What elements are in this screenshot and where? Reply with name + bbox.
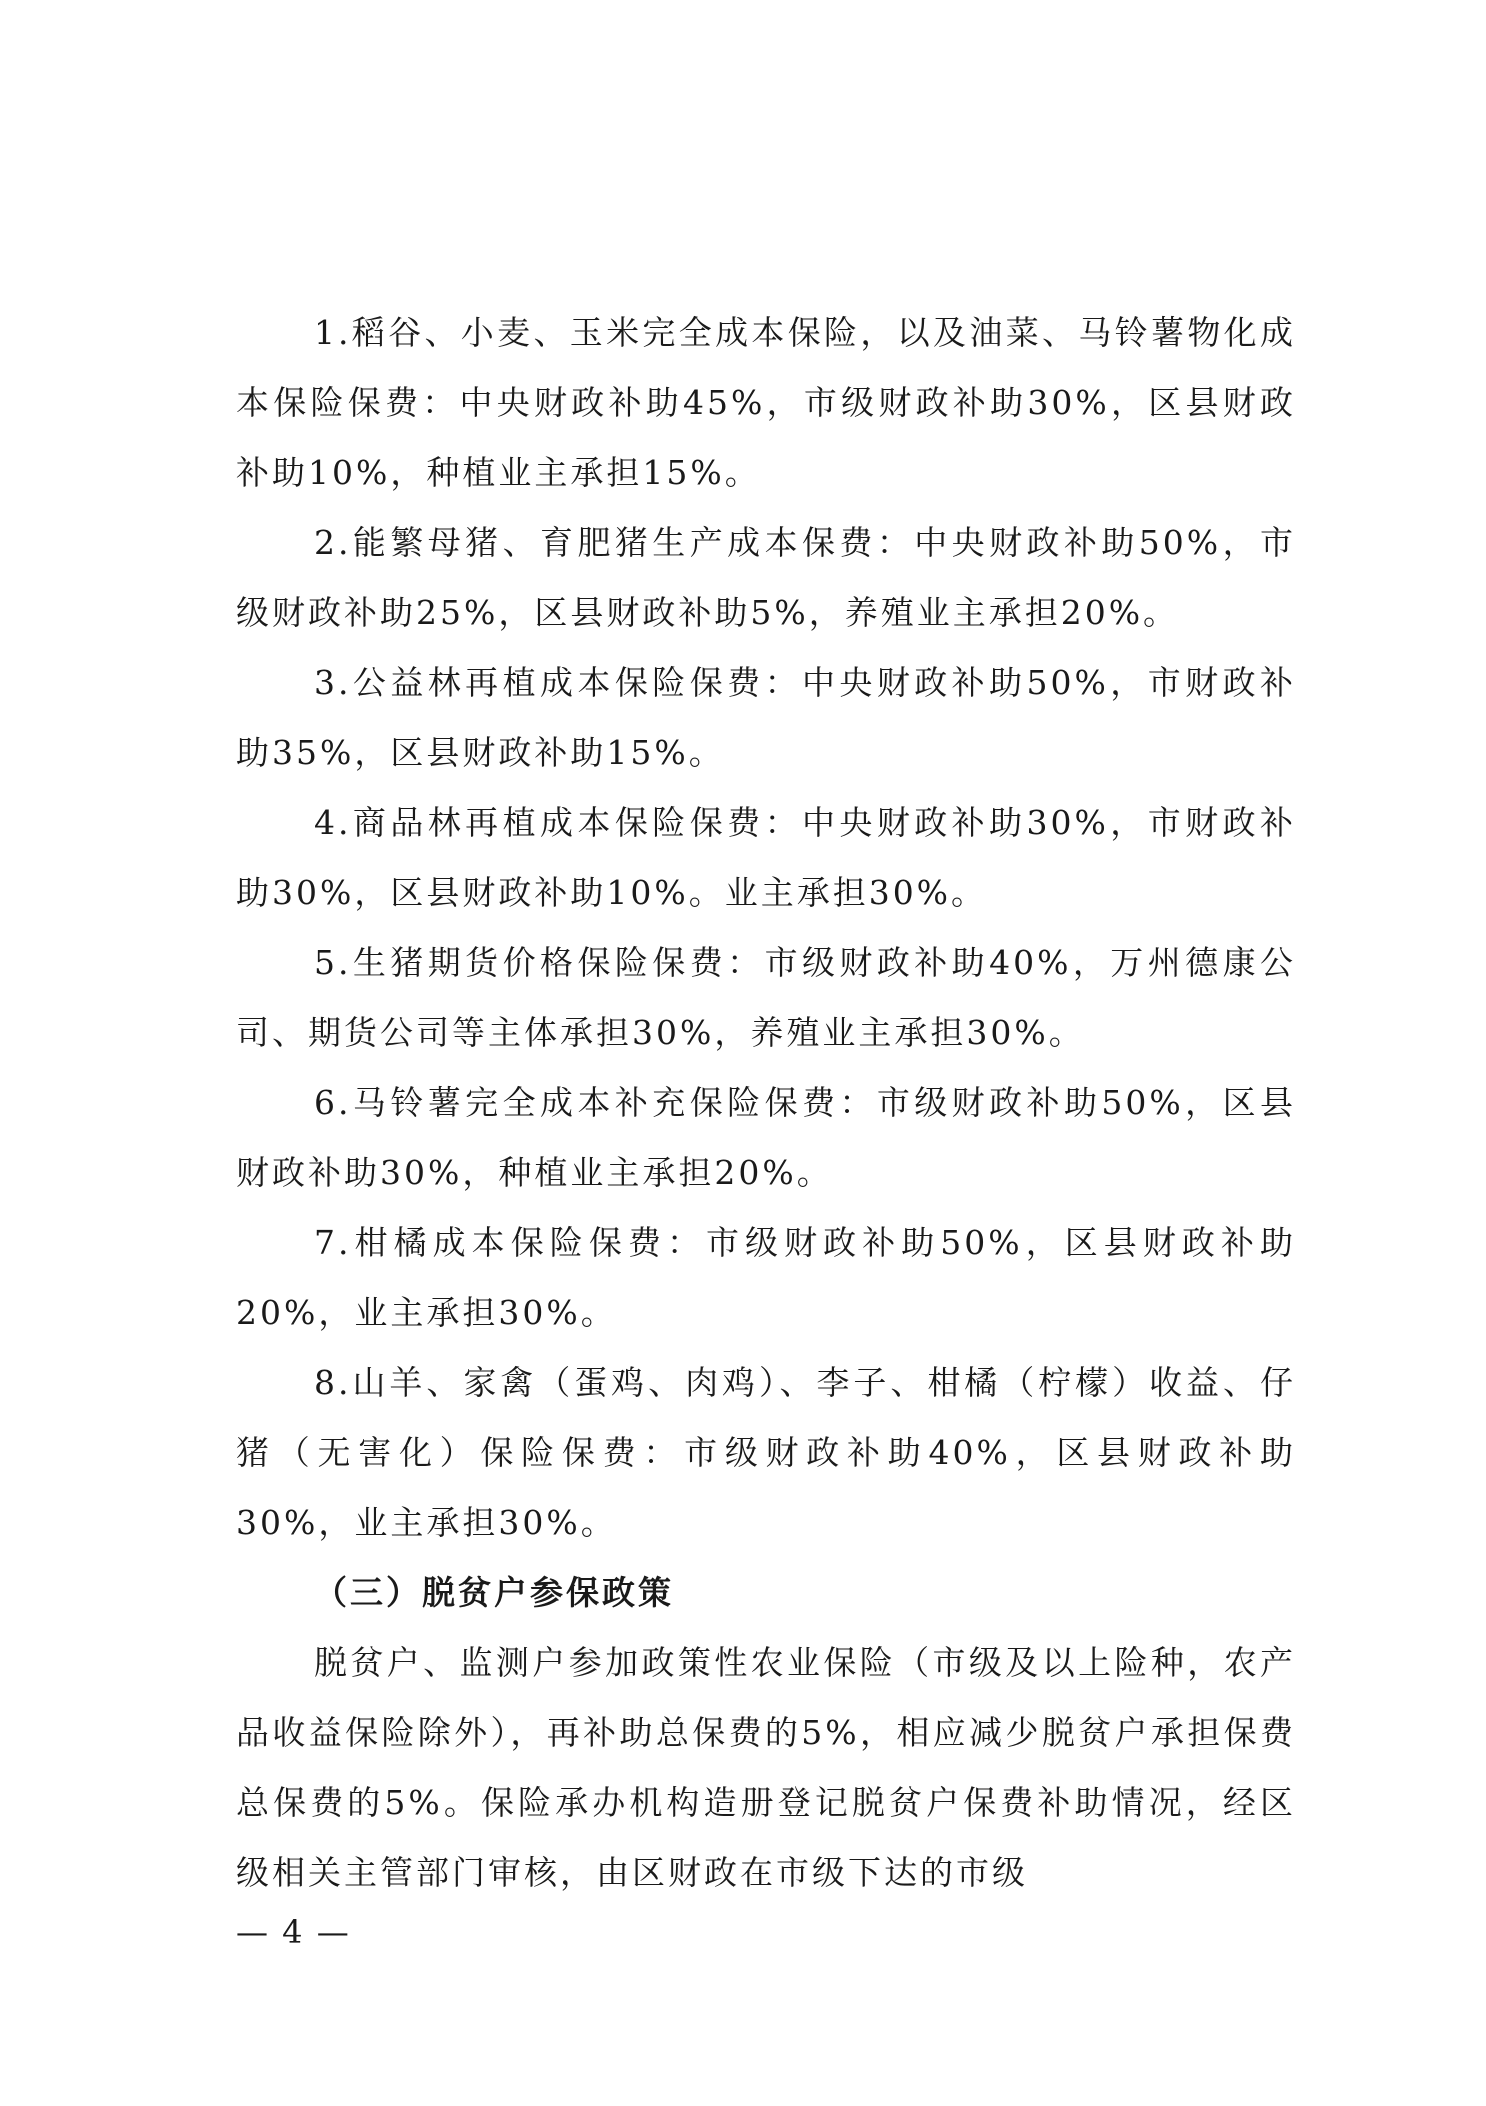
paragraph-2: 2.能繁母猪、育肥猪生产成本保费：中央财政补助50%，市级财政补助25%，区县财政补助5%，养殖业主承担20%。 [236, 523, 1296, 632]
paragraph-8: 8.山羊、家禽（蛋鸡、肉鸡）、李子、柑橘（柠檬）收益、仔猪（无害化）保险保费：市级财政补助40%，区县财政补助30%，业主承担30%。 [236, 1363, 1296, 1542]
paragraph-6: 6.马铃薯完全成本补充保险保费：市级财政补助50%，区县财政补助30%，种植业主承担20%。 [236, 1083, 1296, 1192]
paragraph-7: 7.柑橘成本保险保费：市级财政补助50%，区县财政补助20%，业主承担30%。 [236, 1223, 1296, 1332]
page-number: — 4 — [236, 1913, 351, 1951]
closing-paragraph: 脱贫户、监测户参加政策性农业保险（市级及以上险种，农产品收益保险除外），再补助总保费的5%，相应减少脱贫户承担保费总保费的5%。保险承办机构造册登记脱贫户保费补助情况，经区级相关主管部门审核，由区财政在市级下达的市级 [236, 1643, 1296, 1892]
paragraph-4: 4.商品林再植成本保险保费：中央财政补助30%，市财政补助30%，区县财政补助10%。业主承担30%。 [236, 803, 1296, 912]
section-heading: （三）脱贫户参保政策 [314, 1573, 674, 1612]
paragraph-1: 1.稻谷、小麦、玉米完全成本保险，以及油菜、马铃薯物化成本保险保费：中央财政补助45%，市级财政补助30%，区县财政补助10%，种植业主承担15%。 [236, 313, 1296, 492]
document-body [236, 298, 1296, 1908]
paragraph-3: 3.公益林再植成本保险保费：中央财政补助50%，市财政补助35%，区县财政补助15%。 [236, 663, 1296, 772]
paragraph-5: 5.生猪期货价格保险保费：市级财政补助40%，万州德康公司、期货公司等主体承担30%，养殖业主承担30%。 [236, 943, 1296, 1052]
